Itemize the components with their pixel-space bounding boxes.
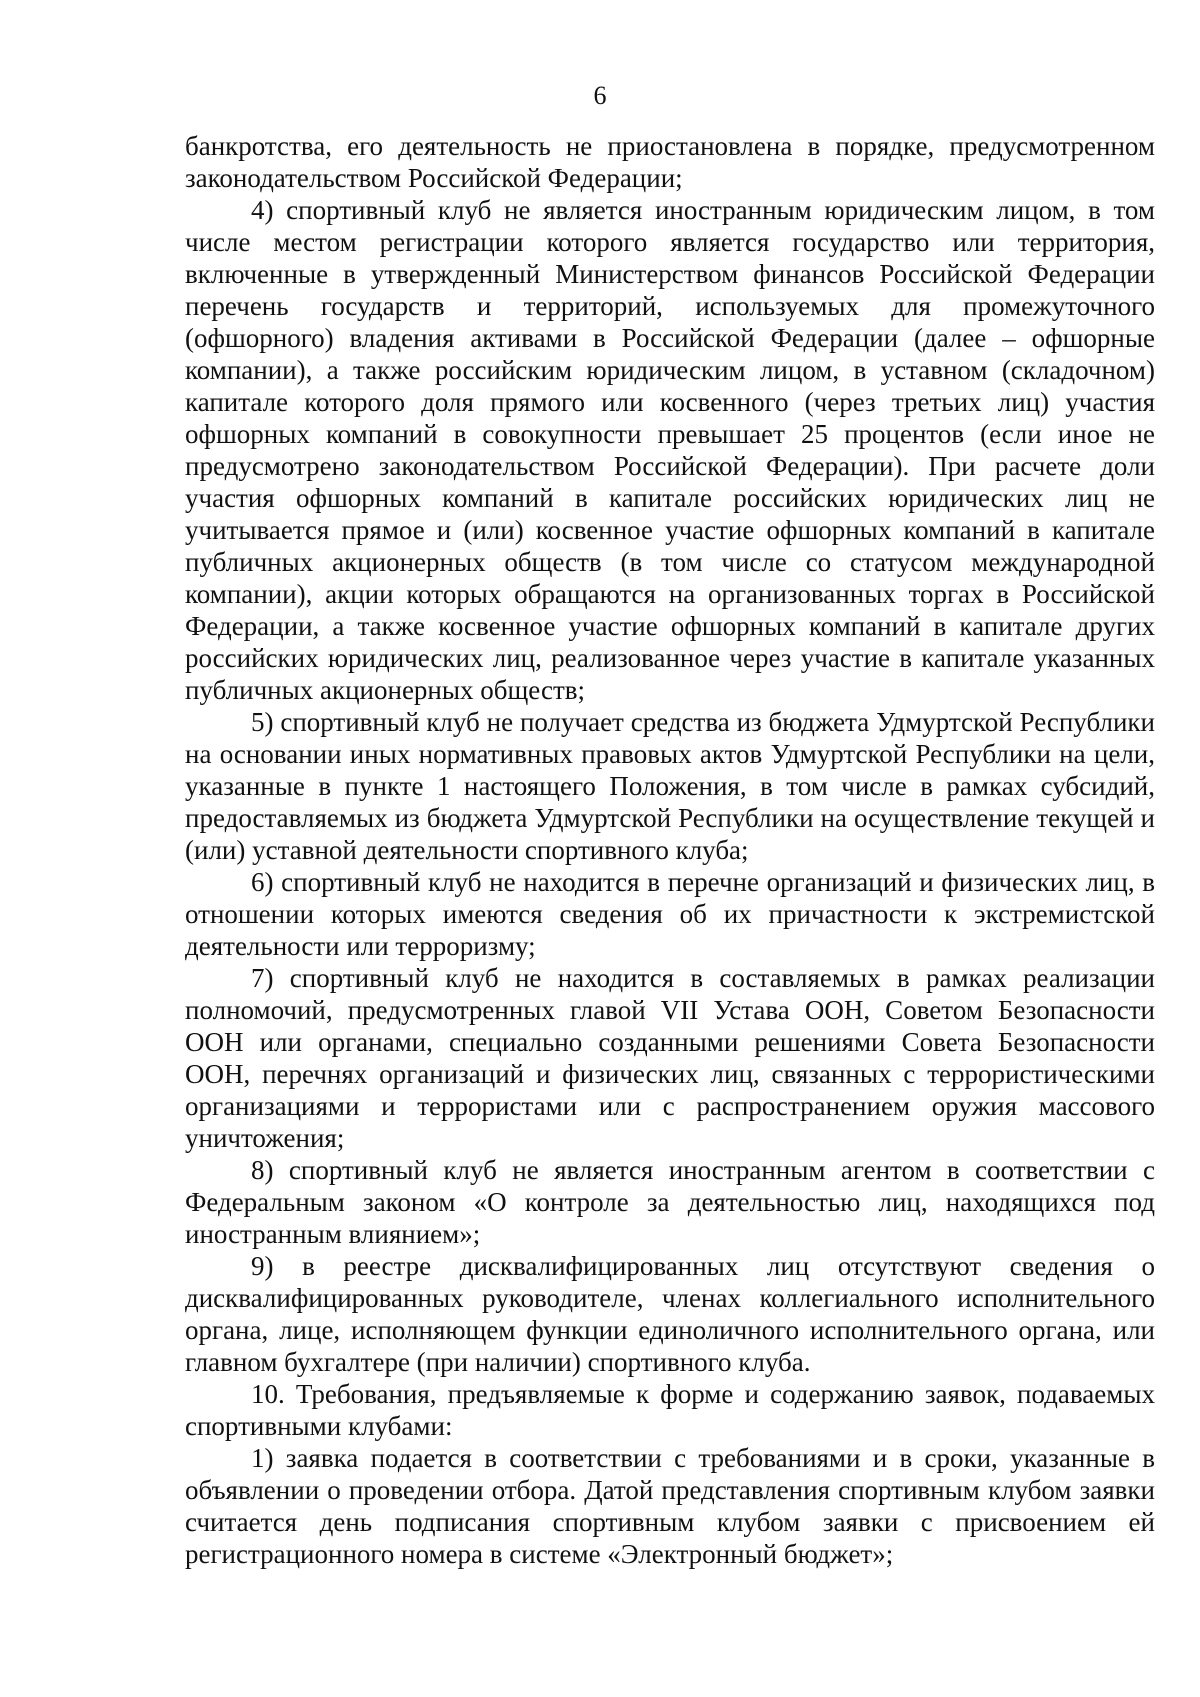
paragraph-subitem-1: 1) заявка подается в соответствии с требованиями и в сроки, указанные в объявлении о проведении отбора. Датой представления спортивным клубом заявки считается день подписания спортивным клубом заявки с присвоением ей регистрационного номера в системе «Электронный бюджет»; <box>185 1443 1155 1569</box>
page-number: 6 <box>593 81 607 110</box>
document-body <box>185 130 1155 1570</box>
paragraph-continuation: банкротства, его деятельность не приостановлена в порядке, предусмотренном законодательством Российской Федерации; <box>185 131 1155 193</box>
paragraph-item-9: 9) в реестре дисквалифицированных лиц отсутствуют сведения о дисквалифицированных руководителе, членах коллегиального исполнительного органа, лице, исполняющем функции единоличного исполнительного органа, или главном бухгалтере (при наличии) спортивного клуба. <box>185 1251 1155 1377</box>
paragraph-item-5: 5) спортивный клуб не получает средства из бюджета Удмуртской Республики на основании иных нормативных правовых актов Удмуртской Республики на цели, указанные в пункте 1 настоящего Положения, в том числе в рамках субсидий, предоставляемых из бюджета Удмуртской Республики на осуществление текущей и (или) уставной деятельности спортивного клуба; <box>185 707 1155 865</box>
paragraph-item-6: 6) спортивный клуб не находится в перечне организаций и физических лиц, в отношении которых имеются сведения об их причастности к экстремистской деятельности или терроризму; <box>185 867 1155 961</box>
paragraph-item-8: 8) спортивный клуб не является иностранным агентом в соответствии с Федеральным законом «О контроле за деятельностью лиц, находящихся под иностранным влиянием»; <box>185 1155 1155 1249</box>
paragraph-item-7: 7) спортивный клуб не находится в составляемых в рамках реализации полномочий, предусмотренных главой VII Устава ООН, Советом Безопасности ООН или органами, специально созданными решениями Совета Безопасности ООН, перечнях организаций и физических лиц, связанных с террористическими организациями и террористами или с распространением оружия массового уничтожения; <box>185 963 1155 1153</box>
paragraph-section-10: 10. Требования, предъявляемые к форме и содержанию заявок, подаваемых спортивными клубами: <box>185 1379 1155 1441</box>
paragraph-item-4: 4) спортивный клуб не является иностранным юридическим лицом, в том числе местом регистрации которого является государство или территория, включенные в утвержденный Министерством финансов Российской Федерации перечень государств и территорий, используемых для промежуточного (офшорного) владения активами в Российской Федерации (далее – офшорные компании), а также российским юридическим лицом, в уставном (складочном) капитале которого доля прямого или косвенного (через третьих лиц) участия офшорных компаний в совокупности превышает 25 процентов (если иное не предусмотрено законодательством Российской Федерации). При расчете доли участия офшорных компаний в капитале российских юридических лиц не учитывается прямое и (или) косвенное участие офшорных компаний в капитале публичных акционерных обществ (в том числе со статусом международной компании), акции которых обращаются на организованных торгах в Российской Федерации, а также косвенное участие офшорных компаний в капитале других российских юридических лиц, реализованное через участие в капитале указанных публичных акционерных обществ; <box>185 195 1155 705</box>
